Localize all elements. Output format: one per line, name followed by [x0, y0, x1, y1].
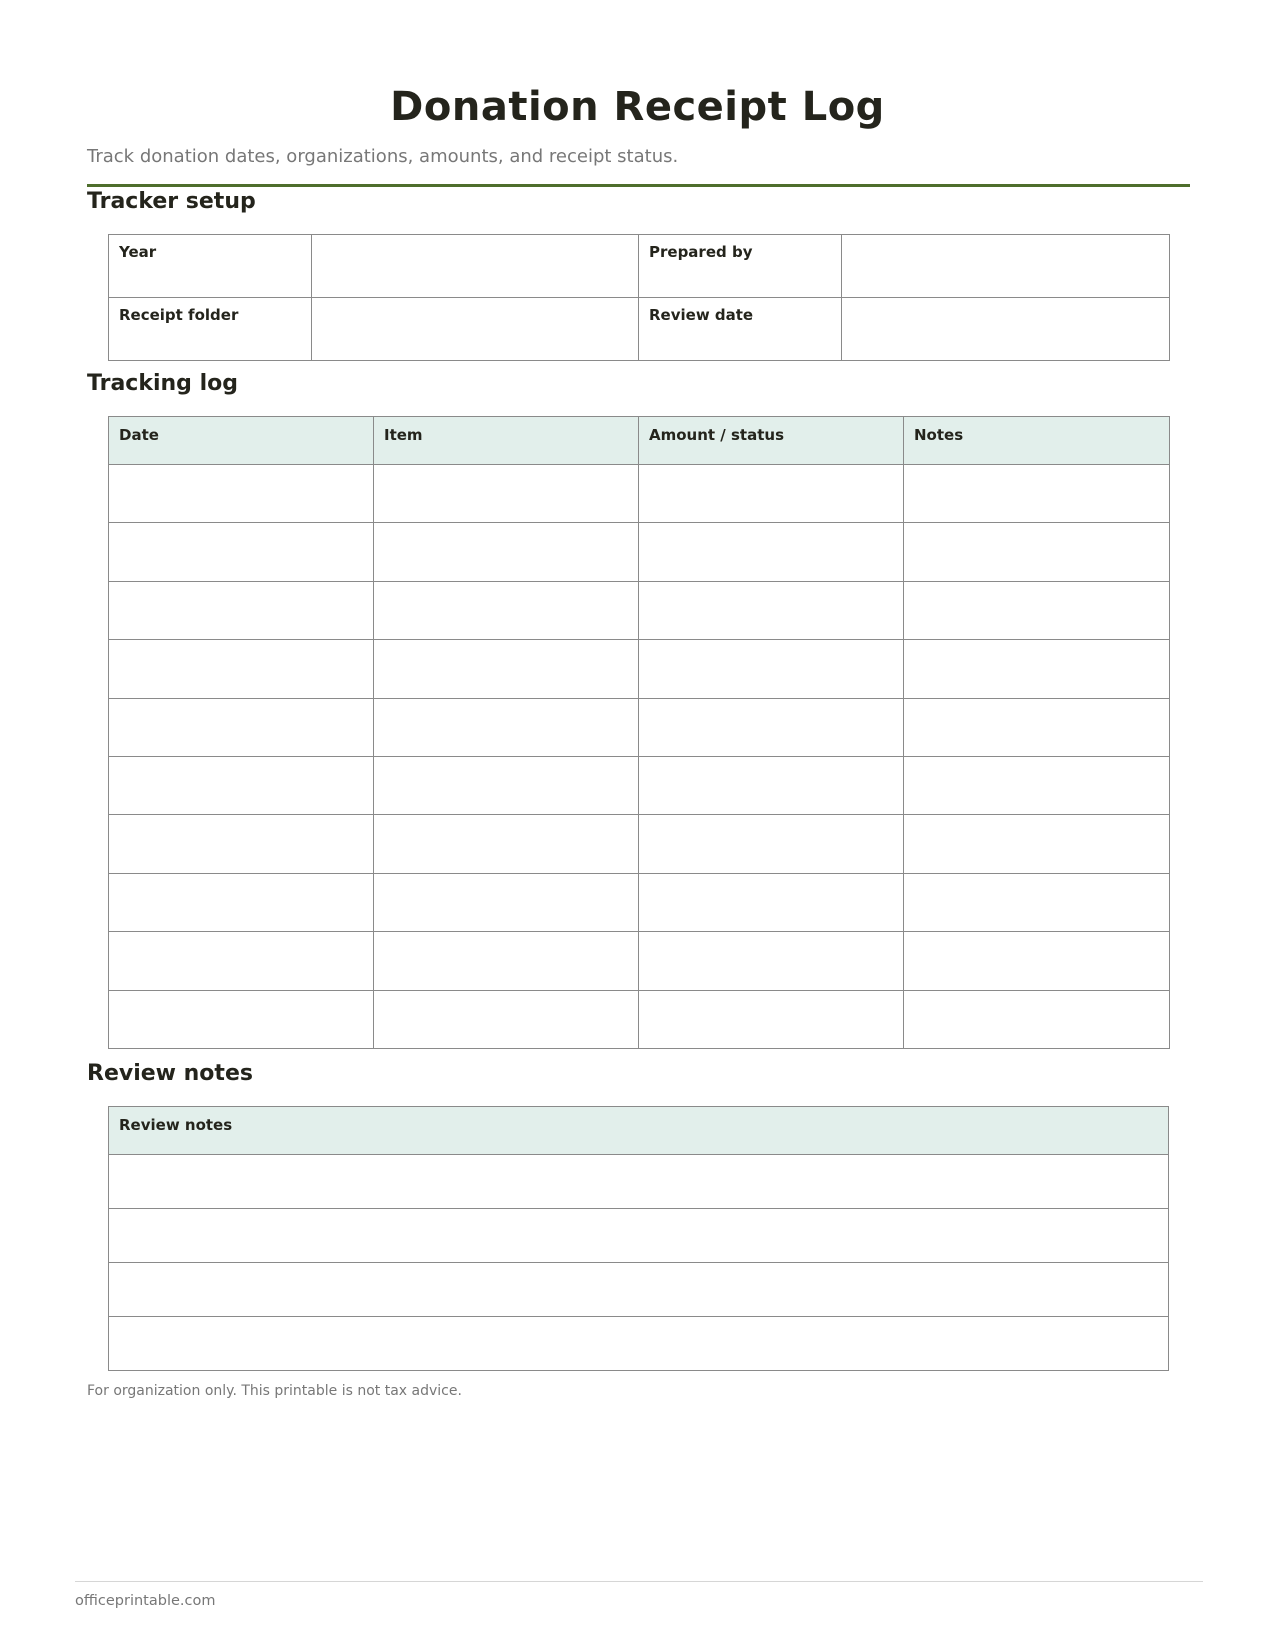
tracking-log-table — [108, 416, 1170, 1049]
log-cell[interactable] — [374, 990, 639, 1048]
disclaimer: For organization only. This printable is not tax advice. — [87, 1383, 462, 1399]
log-cell[interactable] — [639, 465, 904, 523]
log-cell[interactable] — [639, 640, 904, 698]
page-subtitle: Track donation dates, organizations, amounts, and receipt status. — [87, 146, 679, 167]
log-cell[interactable] — [109, 932, 374, 990]
log-cell[interactable] — [904, 756, 1170, 814]
log-cell[interactable] — [904, 873, 1170, 931]
footer-site: officeprintable.com — [75, 1593, 216, 1609]
log-cell[interactable] — [374, 581, 639, 639]
log-cell[interactable] — [904, 640, 1170, 698]
table-row — [109, 640, 1170, 698]
table-row — [109, 873, 1170, 931]
setup-field-review-date[interactable] — [842, 298, 1170, 361]
log-cell[interactable] — [109, 756, 374, 814]
log-cell[interactable] — [109, 815, 374, 873]
log-column-amount-status: Amount / status — [639, 417, 904, 465]
review-header-row — [109, 1107, 1169, 1155]
log-cell[interactable] — [109, 523, 374, 581]
log-cell[interactable] — [374, 932, 639, 990]
footer-divider — [75, 1581, 1203, 1582]
review-body — [109, 1155, 1169, 1371]
log-cell[interactable] — [904, 581, 1170, 639]
log-header-row — [109, 417, 1170, 465]
setup-label-year: Year — [109, 235, 312, 298]
log-cell[interactable] — [639, 756, 904, 814]
log-body — [109, 465, 1170, 1049]
log-cell[interactable] — [374, 756, 639, 814]
log-cell[interactable] — [109, 990, 374, 1048]
log-cell[interactable] — [639, 932, 904, 990]
table-row — [109, 932, 1170, 990]
log-cell[interactable] — [904, 815, 1170, 873]
setup-row — [109, 235, 1170, 298]
log-cell[interactable] — [904, 990, 1170, 1048]
log-cell[interactable] — [639, 523, 904, 581]
log-cell[interactable] — [639, 581, 904, 639]
table-row — [109, 698, 1170, 756]
review-notes-table — [108, 1106, 1169, 1371]
review-note-cell[interactable] — [109, 1317, 1169, 1371]
log-column-item: Item — [374, 417, 639, 465]
log-cell[interactable] — [639, 815, 904, 873]
log-cell[interactable] — [639, 698, 904, 756]
setup-field-prepared-by[interactable] — [842, 235, 1170, 298]
log-cell[interactable] — [374, 465, 639, 523]
page-title: Donation Receipt Log — [390, 84, 885, 130]
review-column-notes: Review notes — [109, 1107, 1169, 1155]
log-cell[interactable] — [109, 640, 374, 698]
table-row — [109, 815, 1170, 873]
table-row — [109, 465, 1170, 523]
setup-field-receipt-folder[interactable] — [312, 298, 639, 361]
table-row — [109, 581, 1170, 639]
log-cell[interactable] — [109, 581, 374, 639]
log-cell[interactable] — [374, 640, 639, 698]
section-heading-setup: Tracker setup — [87, 189, 256, 214]
log-cell[interactable] — [904, 932, 1170, 990]
log-cell[interactable] — [904, 698, 1170, 756]
table-row — [109, 1317, 1169, 1371]
log-column-notes: Notes — [904, 417, 1170, 465]
setup-table — [108, 234, 1170, 361]
log-column-date: Date — [109, 417, 374, 465]
log-cell[interactable] — [904, 465, 1170, 523]
log-cell[interactable] — [109, 873, 374, 931]
header-divider — [87, 184, 1190, 187]
log-cell[interactable] — [374, 873, 639, 931]
review-note-cell[interactable] — [109, 1209, 1169, 1263]
table-row — [109, 1263, 1169, 1317]
section-heading-log: Tracking log — [87, 371, 238, 396]
log-cell[interactable] — [639, 990, 904, 1048]
review-note-cell[interactable] — [109, 1263, 1169, 1317]
setup-label-receipt-folder: Receipt folder — [109, 298, 312, 361]
log-cell[interactable] — [639, 873, 904, 931]
log-cell[interactable] — [109, 465, 374, 523]
table-row — [109, 1155, 1169, 1209]
table-row — [109, 756, 1170, 814]
review-note-cell[interactable] — [109, 1155, 1169, 1209]
table-row — [109, 1209, 1169, 1263]
log-cell[interactable] — [374, 815, 639, 873]
setup-label-prepared-by: Prepared by — [639, 235, 842, 298]
setup-row — [109, 298, 1170, 361]
log-cell[interactable] — [109, 698, 374, 756]
setup-field-year[interactable] — [312, 235, 639, 298]
log-cell[interactable] — [374, 698, 639, 756]
setup-label-review-date: Review date — [639, 298, 842, 361]
section-heading-review: Review notes — [87, 1061, 253, 1086]
log-cell[interactable] — [374, 523, 639, 581]
log-cell[interactable] — [904, 523, 1170, 581]
table-row — [109, 990, 1170, 1048]
table-row — [109, 523, 1170, 581]
